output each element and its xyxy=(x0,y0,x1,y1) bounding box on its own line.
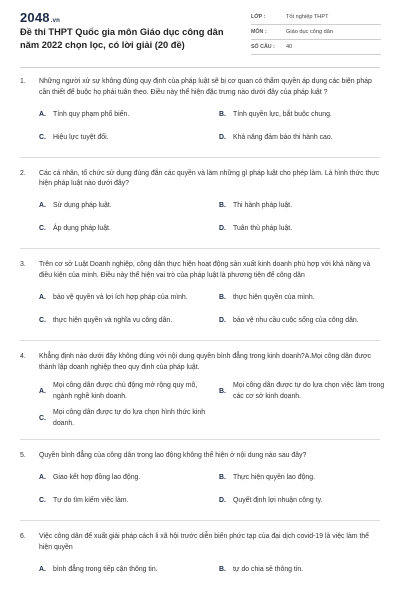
option-text: Tính quyền lực, bắt buộc chung. xyxy=(233,110,332,118)
page-header xyxy=(0,0,400,66)
option-letter: A. xyxy=(39,474,46,482)
option-text: Thực hiện quyền lao động. xyxy=(233,474,315,482)
option-letter: C. xyxy=(39,225,46,233)
answer-option-a[interactable] xyxy=(39,107,211,124)
answer-option-d[interactable] xyxy=(219,313,391,330)
question-text: Quyền bình đẳng của công dân trong lao động không thể hiện ở nội dung nào sau đây? xyxy=(39,452,307,460)
answer-options xyxy=(39,470,380,516)
answer-options xyxy=(39,381,385,435)
option-letter: C. xyxy=(39,317,46,325)
option-letter: B. xyxy=(219,474,226,482)
meta-row-count xyxy=(251,40,381,55)
question-divider xyxy=(20,520,380,521)
question-number: 6. xyxy=(20,533,26,541)
option-letter: C. xyxy=(39,133,46,141)
question-text: Khẳng định nào dưới đây không đúng với nội dung quyền bình đẳng trong kinh doanh?A.Mọi công dân được thành lập doanh nghiệp theo quy định của pháp luật. xyxy=(39,352,371,371)
question-6 xyxy=(20,532,380,585)
option-letter: A. xyxy=(39,387,46,395)
option-letter: D. xyxy=(219,317,226,325)
header-divider xyxy=(20,67,380,68)
option-text: Áp dụng pháp luật. xyxy=(53,225,111,233)
option-letter: A. xyxy=(39,202,46,210)
question-1 xyxy=(20,77,380,158)
answer-option-c[interactable] xyxy=(39,313,211,330)
question-stem xyxy=(20,352,380,374)
answer-option-a[interactable] xyxy=(39,381,211,402)
answer-option-b[interactable] xyxy=(219,562,391,579)
question-number: 3. xyxy=(20,261,26,269)
answer-options xyxy=(39,107,380,153)
question-text: Các cá nhân, tổ chức sử dụng đúng đắn các quyền và làm những gì pháp luật cho phép làm. Là hình thức thực hiện pháp luật nào dưới đây? xyxy=(39,169,380,188)
question-stem xyxy=(20,260,380,282)
meta-label: LỚP : xyxy=(251,14,266,20)
answer-option-c[interactable] xyxy=(39,408,211,429)
option-text: bảo vệ quyền và lợi ích hợp pháp của mình. xyxy=(53,294,188,302)
site-logo[interactable] xyxy=(20,10,60,25)
answer-options xyxy=(39,198,380,244)
option-letter: B. xyxy=(219,294,226,302)
option-text: Tính quy phạm phổ biến. xyxy=(53,110,130,118)
option-letter: B. xyxy=(219,566,226,574)
option-text: Mọi công dân được tự do lựa chọn hình thức kinh doanh. xyxy=(53,409,206,427)
logo-text: 2048 xyxy=(20,10,50,25)
answer-option-a[interactable] xyxy=(39,562,211,579)
question-number: 2. xyxy=(20,169,26,177)
meta-value: 40 xyxy=(286,44,293,50)
meta-value: Tốt nghiệp THPT xyxy=(286,14,329,20)
answer-option-a[interactable] xyxy=(39,470,211,487)
answer-option-c[interactable] xyxy=(39,130,211,147)
question-number: 5. xyxy=(20,452,26,460)
option-text: tự do chia sẻ thông tin. xyxy=(233,566,304,574)
meta-value: Giáo dục công dân xyxy=(286,29,333,35)
meta-row-class xyxy=(251,10,381,25)
question-divider xyxy=(20,340,380,341)
option-text: thực hiện quyền của mình. xyxy=(233,294,315,302)
option-letter: C. xyxy=(39,414,46,422)
question-divider xyxy=(20,439,380,440)
answer-option-a[interactable] xyxy=(39,290,211,307)
question-4 xyxy=(20,352,385,441)
question-text: Những người xử sự không đúng quy định của pháp luật sẽ bị cơ quan có thẩm quyền áp dụng các biện pháp cần thiết để buộc họ phải tuân theo. Điều này thể hiện đặc trưng nào dưới đây của pháp luật ? xyxy=(39,78,372,96)
question-stem xyxy=(20,451,380,462)
option-letter: B. xyxy=(219,110,226,118)
answer-option-c[interactable] xyxy=(39,221,211,238)
answer-option-d[interactable] xyxy=(219,493,391,510)
logo-suffix: .vn xyxy=(50,18,61,24)
option-text: Khả năng đảm bảo thi hành cao. xyxy=(233,133,333,141)
option-text: Thi hành pháp luật. xyxy=(233,202,292,210)
option-text: Tuân thủ pháp luật. xyxy=(233,225,293,233)
question-list xyxy=(20,77,385,585)
option-text: Mọi công dân được chủ động mở rộng quy mô, ngành nghề kinh doanh. xyxy=(53,382,198,400)
question-text: Trên cơ sở Luật Doanh nghiệp, công dân thực hiện hoạt động sản xuất kinh doanh phù hợp với khả năng và điều kiện của mình. Điều này thể hiện vai trò của pháp luật là phương tiện để công dân xyxy=(39,261,371,279)
option-text: bảo vệ nhu cầu cuộc sống của công dân. xyxy=(233,317,359,325)
option-letter: A. xyxy=(39,110,46,118)
question-5 xyxy=(20,451,380,521)
answer-option-d[interactable] xyxy=(219,130,391,147)
answer-option-a[interactable] xyxy=(39,198,211,215)
answer-options xyxy=(39,290,380,336)
answer-option-c[interactable] xyxy=(39,493,211,510)
question-divider xyxy=(20,157,380,158)
option-letter: B. xyxy=(219,387,226,395)
answer-option-b[interactable] xyxy=(219,290,391,307)
option-text: bình đẳng trong tiếp cận thông tin. xyxy=(53,566,158,574)
question-number: 1. xyxy=(20,78,26,85)
option-text: Giao kết hợp đồng lao động. xyxy=(53,474,141,482)
question-stem xyxy=(20,77,380,99)
option-text: Sử dụng pháp luật. xyxy=(53,202,112,210)
exam-meta-table xyxy=(251,10,381,55)
meta-label: SỐ CÂU : xyxy=(251,44,275,50)
option-text: Hiệu lực tuyệt đối. xyxy=(53,133,109,141)
option-letter: C. xyxy=(39,497,46,505)
answer-option-b[interactable] xyxy=(219,198,391,215)
answer-option-b[interactable] xyxy=(219,107,391,124)
answer-option-b[interactable] xyxy=(219,470,391,487)
option-text: Tự do tìm kiếm việc làm. xyxy=(53,497,129,505)
option-text: thực hiện quyền và nghĩa vụ công dân. xyxy=(53,317,173,325)
meta-row-subject xyxy=(251,25,381,40)
question-2 xyxy=(20,169,380,250)
option-letter: B. xyxy=(219,202,226,210)
option-letter: D. xyxy=(219,497,226,505)
option-letter: A. xyxy=(39,566,46,574)
answer-options xyxy=(39,562,380,585)
meta-label: MÔN : xyxy=(251,29,267,35)
answer-option-d[interactable] xyxy=(219,221,391,238)
question-stem xyxy=(20,532,380,554)
option-letter: A. xyxy=(39,294,46,302)
document-title: Đề thi THPT Quốc gia môn Giáo dục công dân năm 2022 chọn lọc, có lời giải (20 đề) xyxy=(20,27,224,50)
question-text: Việc công dân để xuất giải pháp cách li xã hội trước diễn biến phức tạp của đại dịch covid-19 là việc làm thể hiện quyền xyxy=(39,533,370,551)
option-letter: D. xyxy=(219,133,226,141)
option-letter: D. xyxy=(219,225,226,233)
question-3 xyxy=(20,260,380,341)
option-text: Quyết định lợi nhuận công ty. xyxy=(233,497,323,505)
option-text: Mọi công dân được tự do lựa chọn việc làm trong các cơ sở kinh doanh. xyxy=(233,382,385,400)
question-divider xyxy=(20,248,380,249)
answer-option-b[interactable] xyxy=(219,381,391,402)
question-stem xyxy=(20,169,380,191)
question-number: 4. xyxy=(20,352,26,360)
